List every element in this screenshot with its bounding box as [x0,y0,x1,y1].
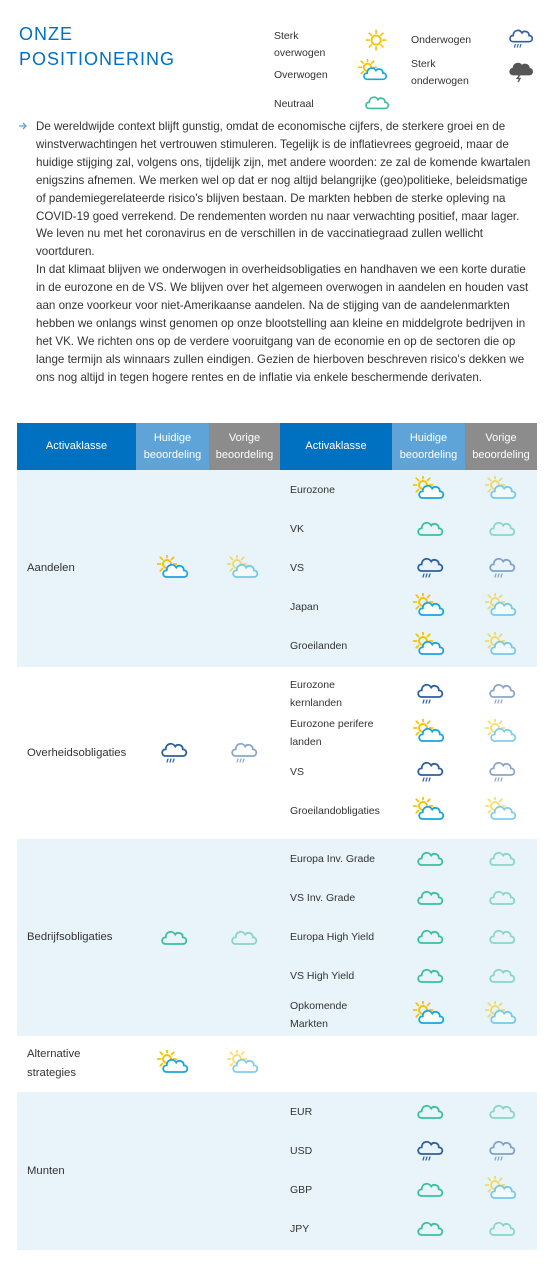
table-row [17,1132,537,1171]
intro-text [18,118,532,387]
rain-cloud-icon [413,758,445,784]
row-label: VS Inv. Grade [290,891,356,904]
table-group [17,839,537,1036]
header-previous-rating: Vorige beoordeling [465,423,537,470]
rain-cloud-icon [413,680,445,706]
table-row [17,1093,537,1132]
cloud-icon [485,515,517,541]
table-row [17,1171,537,1210]
sun-behind-cloud-icon [413,719,445,745]
legend-overweight-label: Overwogen [274,69,328,81]
row-label: USD [290,1144,313,1157]
row-label: Eurozone kernlanden [290,679,342,709]
sun-behind-cloud-icon [485,797,517,823]
row-label: Japan [290,600,319,613]
rain-cloud-icon [485,554,517,580]
table-row [17,753,537,792]
row-label: VS [290,561,305,574]
arrow-right-icon [18,121,28,131]
header-current-rating: Huidige beoordeling [136,423,209,470]
row-label: Groeilanden [290,639,348,652]
table-group [17,470,537,667]
cloud-icon [413,962,445,988]
sun-behind-cloud-icon [227,1050,259,1076]
cloud-icon [361,90,391,114]
row-label: VK [290,522,305,535]
row-label: Eurozone perifere landen [290,718,374,748]
table-row [17,588,537,627]
page-title: ONZE POSITIONERING [19,24,176,69]
sun-behind-cloud-icon [413,593,445,619]
sun-behind-cloud-icon [413,632,445,658]
cloud-icon [413,845,445,871]
rain-cloud-icon [485,758,517,784]
table-header [17,423,537,470]
row-label: VS High Yield [290,969,355,982]
header-asset-class: Activaklasse [17,423,136,470]
header-previous-rating: Vorige beoordeling [209,423,280,470]
sun-icon [362,29,392,53]
sun-behind-cloud-icon [485,476,517,502]
table-row [17,471,537,510]
cloud-icon [413,884,445,910]
header-current-rating: Huidige beoordeling [392,423,465,470]
row-label: JPY [290,1222,310,1235]
intro-paragraph: De wereldwijde context blijft gunstig, omdat de economische cijfers, de sterkere groei en de winstverwachtingen het vertrouwen stimuleren. Tegelijk is de inflatievrees gegroeid, maar de huidige stijging zal, volgens ons, tijdelijk zijn, met andere woorden: ze zal de komende kwartalen enigszins afnemen. We merken wel op dat er nog altijd belangrijke (geo)politieke, beleidsmatige of pandemiegerelateerde risico's blijven bestaan. De markten hebben de sterke opleving na COVID-19 goed verrekend. De rendementen worden nu naar verwachting positief, maar lager. We leven nu met het coronavirus en de verschillen in de vaccinatiegraad zullen wellicht voortduren. [36,120,531,259]
row-label: Groeilandobligaties [290,804,380,817]
table-row [17,627,537,666]
table-row [17,510,537,549]
cloud-icon [413,1176,445,1202]
row-label: Opkomende Markten [290,1000,348,1030]
cloud-icon [413,923,445,949]
row-label: Europa High Yield [290,930,375,943]
row-label: Europa Inv. Grade [290,852,376,865]
row-label: GBP [290,1183,313,1196]
sun-behind-cloud-icon [413,797,445,823]
rain-cloud-icon [413,1137,445,1163]
table-row [17,714,537,753]
table-row [17,996,537,1035]
group-separator [17,667,537,674]
table-group [17,674,537,832]
group-label: Bedrijfsobligaties [27,931,113,943]
row-label: VS [290,765,305,778]
cloud-icon [485,845,517,871]
table-row [17,792,537,831]
cloud-icon [485,1215,517,1241]
sun-behind-cloud-icon [485,719,517,745]
sun-behind-cloud-icon [485,1001,517,1027]
group-label: Overheidsobligaties [27,746,127,759]
rain-cloud-icon [505,26,535,50]
table-body [17,470,537,1250]
group-label: Munten [27,1164,65,1177]
sun-behind-cloud-icon [358,59,388,83]
cloud-icon [413,1098,445,1124]
group-label: Aandelen [27,562,75,574]
row-label: EUR [290,1105,313,1118]
legend-strong-underweight-label: Sterk onderwogen [411,58,469,87]
table-group [17,1092,537,1250]
cloud-icon [485,884,517,910]
table-row [17,957,537,996]
legend-strong-overweight-label: Sterk overwogen [274,30,326,59]
positioning-table [17,423,537,1250]
sun-behind-cloud-icon [485,1176,517,1202]
header-asset-class: Activaklasse [280,423,392,470]
group-separator [17,832,537,839]
group-separator [17,1085,537,1092]
legend-neutral-label: Neutraal [274,98,314,110]
cloud-icon [413,1215,445,1241]
cloud-icon [485,962,517,988]
sun-behind-cloud-icon [485,632,517,658]
legend-underweight-label: Onderwogen [411,34,472,46]
storm-cloud-icon [505,59,535,83]
table-group [17,1043,537,1085]
table-row [17,1210,537,1249]
table-row [17,549,537,588]
table-row [17,879,537,918]
sun-behind-cloud-icon [157,1050,189,1076]
sun-behind-cloud-icon [413,1001,445,1027]
table-row [17,918,537,957]
rain-cloud-icon [413,554,445,580]
sun-behind-cloud-icon [485,593,517,619]
cloud-icon [413,515,445,541]
group-label: Alternative strategies [27,1048,81,1079]
sun-behind-cloud-icon [413,476,445,502]
table-row [17,675,537,714]
intro-paragraph: In dat klimaat blijven we onderwogen in overheidsobligaties en handhaven we een korte duratie in de eurozone en de VS. We blijven over het algemeen overwogen in aandelen en houden vast aan onze voorkeur voor niet-Amerikaanse aandelen. Na de stijging van de aandelenmarkten hebben we onlangs winst genomen op onze blootstelling aan kleine en middelgrote bedrijven in het VK. We richten ons op de verdere vooruitgang van de economie en op de sectoren die op lange termijn als winnaars zullen eindigen. Gezien de hierboven beschreven risico's dekken we ons nog altijd in tegen hogere rentes en de inflatie via enkele beschermende derivaten. [36,263,529,384]
cloud-icon [485,1098,517,1124]
group-separator [17,1036,537,1043]
rain-cloud-icon [485,680,517,706]
row-label: Eurozone [290,483,335,496]
rain-cloud-icon [485,1137,517,1163]
table-row [17,840,537,879]
cloud-icon [485,923,517,949]
